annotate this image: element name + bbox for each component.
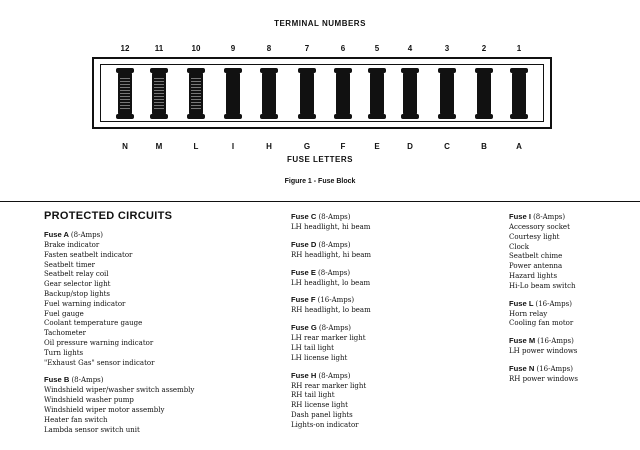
fuse-name: Fuse N <box>509 363 535 373</box>
circuit-item: LH headlight, hi beam <box>291 223 371 231</box>
fuse-group-title <box>509 363 578 375</box>
fuse-amperage: (8-Amps) <box>318 324 351 333</box>
fuse-letter: F <box>340 142 346 151</box>
fuse-letter: N <box>122 142 128 151</box>
fuse-n <box>116 68 134 119</box>
fuse-group-title <box>291 239 371 251</box>
circuit-item: Hi-Lo beam switch <box>509 281 576 290</box>
fuse-e <box>368 68 386 119</box>
fuse-group-title <box>509 335 578 347</box>
fuse-amperage: (16-Amps) <box>535 299 572 308</box>
fuse-amperage: (8-Amps) <box>533 213 566 221</box>
circuit-column-3 <box>509 211 578 391</box>
terminal-number: 2 <box>481 44 487 53</box>
fuse-amperage: (16-Amps) <box>537 337 574 346</box>
fuse-group-title <box>509 298 578 310</box>
fuse-name: Fuse L <box>509 298 534 308</box>
circuit-item: Courtesy light <box>509 232 560 241</box>
terminal-number: 7 <box>304 44 310 53</box>
fuse-group-title <box>291 267 371 279</box>
fuse-group <box>291 211 371 233</box>
fuse-group-title <box>291 370 371 382</box>
fuse-group-title <box>509 211 578 223</box>
fuse-group <box>509 363 578 385</box>
fuse-amperage: (8-Amps) <box>318 213 351 221</box>
circuit-item: Brake indicator <box>44 241 100 249</box>
fuse-letter: C <box>444 142 450 151</box>
fuse-c <box>438 68 456 119</box>
circuit-item: "Exhaust Gas" sensor indicator <box>44 358 155 367</box>
circuit-item: Backup/stop lights <box>44 289 111 298</box>
fuse-group <box>291 294 371 316</box>
circuit-item: Lambda sensor switch unit <box>44 425 140 434</box>
fuse-group <box>291 370 371 431</box>
fuse-group <box>509 211 578 292</box>
terminal-number: 6 <box>340 44 346 53</box>
circuit-item: Horn relay <box>509 309 548 318</box>
fuse-l <box>187 68 205 119</box>
circuit-item: Windshield wiper/washer switch assembly <box>44 386 195 395</box>
fuse-letters-heading: FUSE LETTERS <box>286 155 353 164</box>
circuit-item: Heater fan switch <box>44 415 108 424</box>
circuit-item: Windshield wiper motor assembly <box>44 405 165 414</box>
fuse-group <box>291 267 371 289</box>
circuit-item: Seatbelt relay coil <box>44 270 109 279</box>
circuit-item: Cooling fan motor <box>509 319 574 328</box>
circuit-item: Turn lights <box>44 348 84 357</box>
circuit-item: Coolant temperature gauge <box>44 319 143 328</box>
fuse-name: Fuse B <box>44 375 70 385</box>
figure-caption: Figure 1 - Fuse Block <box>284 178 356 185</box>
circuit-item: Seatbelt chime <box>509 252 563 261</box>
circuit-item: Fuel gauge <box>44 309 84 318</box>
circuit-item: Power antenna <box>509 262 563 271</box>
terminal-number: 4 <box>407 44 413 53</box>
fuse-letter: E <box>374 142 380 151</box>
fuse-amperage: (16-Amps) <box>536 364 573 373</box>
protected-circuits-title: PROTECTED CIRCUITS <box>44 210 173 222</box>
fuse-f <box>334 68 352 119</box>
terminal-number: 8 <box>266 44 272 53</box>
fuse-d <box>401 68 419 119</box>
fuse-group-title <box>291 294 371 306</box>
circuit-column-1 <box>44 229 194 441</box>
circuit-item: RH headlight, lo beam <box>291 306 371 315</box>
fuse-group-title <box>44 229 194 241</box>
fuse-name: Fuse G <box>291 323 317 333</box>
fuse-a <box>510 68 528 119</box>
fuse-group-title <box>291 211 371 223</box>
fuse-letter: G <box>303 142 311 151</box>
fuse-h <box>260 68 278 119</box>
fuse-group <box>44 229 194 368</box>
circuit-item: Seatbelt timer <box>44 260 96 269</box>
fuse-letter: D <box>407 142 413 151</box>
circuit-item: LH power windows <box>509 347 578 356</box>
fuse-group <box>509 298 578 330</box>
fuse-amperage: (8-Amps) <box>318 268 351 277</box>
circuit-item: Lights-on indicator <box>291 420 359 429</box>
fuse-letter: A <box>516 142 522 151</box>
fuse-amperage: (16-Amps) <box>317 296 355 305</box>
circuit-item: RH rear marker light <box>291 381 367 390</box>
circuit-item: Dash panel lights <box>291 410 353 419</box>
fuse-letter: L <box>193 142 199 151</box>
circuit-item: LH license light <box>291 353 348 362</box>
circuit-item: RH license light <box>291 401 348 410</box>
fuse-group <box>291 322 371 363</box>
circuit-item: Tachometer <box>44 329 87 338</box>
terminal-number: 10 <box>191 44 201 53</box>
terminal-number: 11 <box>154 44 164 53</box>
fuse-amperage: (8-Amps) <box>70 231 103 239</box>
circuit-item: LH rear marker light <box>291 334 366 343</box>
fuse-letter: H <box>266 142 272 151</box>
fuse-i <box>224 68 242 119</box>
section-divider <box>0 201 640 202</box>
circuit-item: RH power windows <box>509 374 579 383</box>
fuse-name: Fuse C <box>291 212 317 221</box>
circuit-item: RH tail light <box>291 391 335 400</box>
terminal-number: 9 <box>230 44 236 53</box>
circuit-item: Gear selector light <box>44 280 111 289</box>
circuit-item: LH tail light <box>291 343 334 352</box>
circuit-item: Oil pressure warning indicator <box>44 338 154 347</box>
fuse-group <box>509 335 578 357</box>
circuit-item: Accessory socket <box>509 223 570 231</box>
fuse-name: Fuse D <box>291 239 317 249</box>
fuse-name: Fuse M <box>509 336 536 346</box>
terminal-number: 12 <box>120 44 130 53</box>
fuse-amperage: (8-Amps) <box>318 371 351 380</box>
fuse-name: Fuse A <box>44 230 69 239</box>
circuit-item: Fasten seatbelt indicator <box>44 250 133 259</box>
fuse-m <box>150 68 168 119</box>
circuit-item: Clock <box>509 242 529 251</box>
circuit-item: Fuel warning indicator <box>44 299 126 308</box>
fuse-group <box>44 374 194 435</box>
terminal-number: 3 <box>444 44 450 53</box>
circuit-item: RH headlight, hi beam <box>291 250 372 259</box>
circuit-item: Hazard lights <box>509 271 558 280</box>
circuit-item: LH headlight, lo beam <box>291 278 371 287</box>
fuse-letter: M <box>155 142 163 151</box>
circuit-column-2 <box>291 211 371 437</box>
circuit-item: Windshield washer pump <box>44 396 134 405</box>
fuse-name: Fuse E <box>291 267 316 277</box>
fuse-name: Fuse F <box>291 295 316 305</box>
fuse-group-title <box>44 374 194 386</box>
fuse-letter: B <box>481 142 487 151</box>
fuse-name: Fuse H <box>291 370 317 380</box>
terminal-number: 1 <box>516 44 522 53</box>
fuse-amperage: (8-Amps) <box>71 376 104 385</box>
fuse-g <box>298 68 316 119</box>
terminal-numbers-heading: TERMINAL NUMBERS <box>274 19 366 28</box>
fuse-name: Fuse I <box>509 212 531 221</box>
terminal-number: 5 <box>374 44 380 53</box>
fuse-b <box>475 68 493 119</box>
fuse-group <box>291 239 371 261</box>
fuse-letter: I <box>231 142 235 151</box>
fuse-amperage: (8-Amps) <box>318 240 351 249</box>
fuse-group-title <box>291 322 371 334</box>
